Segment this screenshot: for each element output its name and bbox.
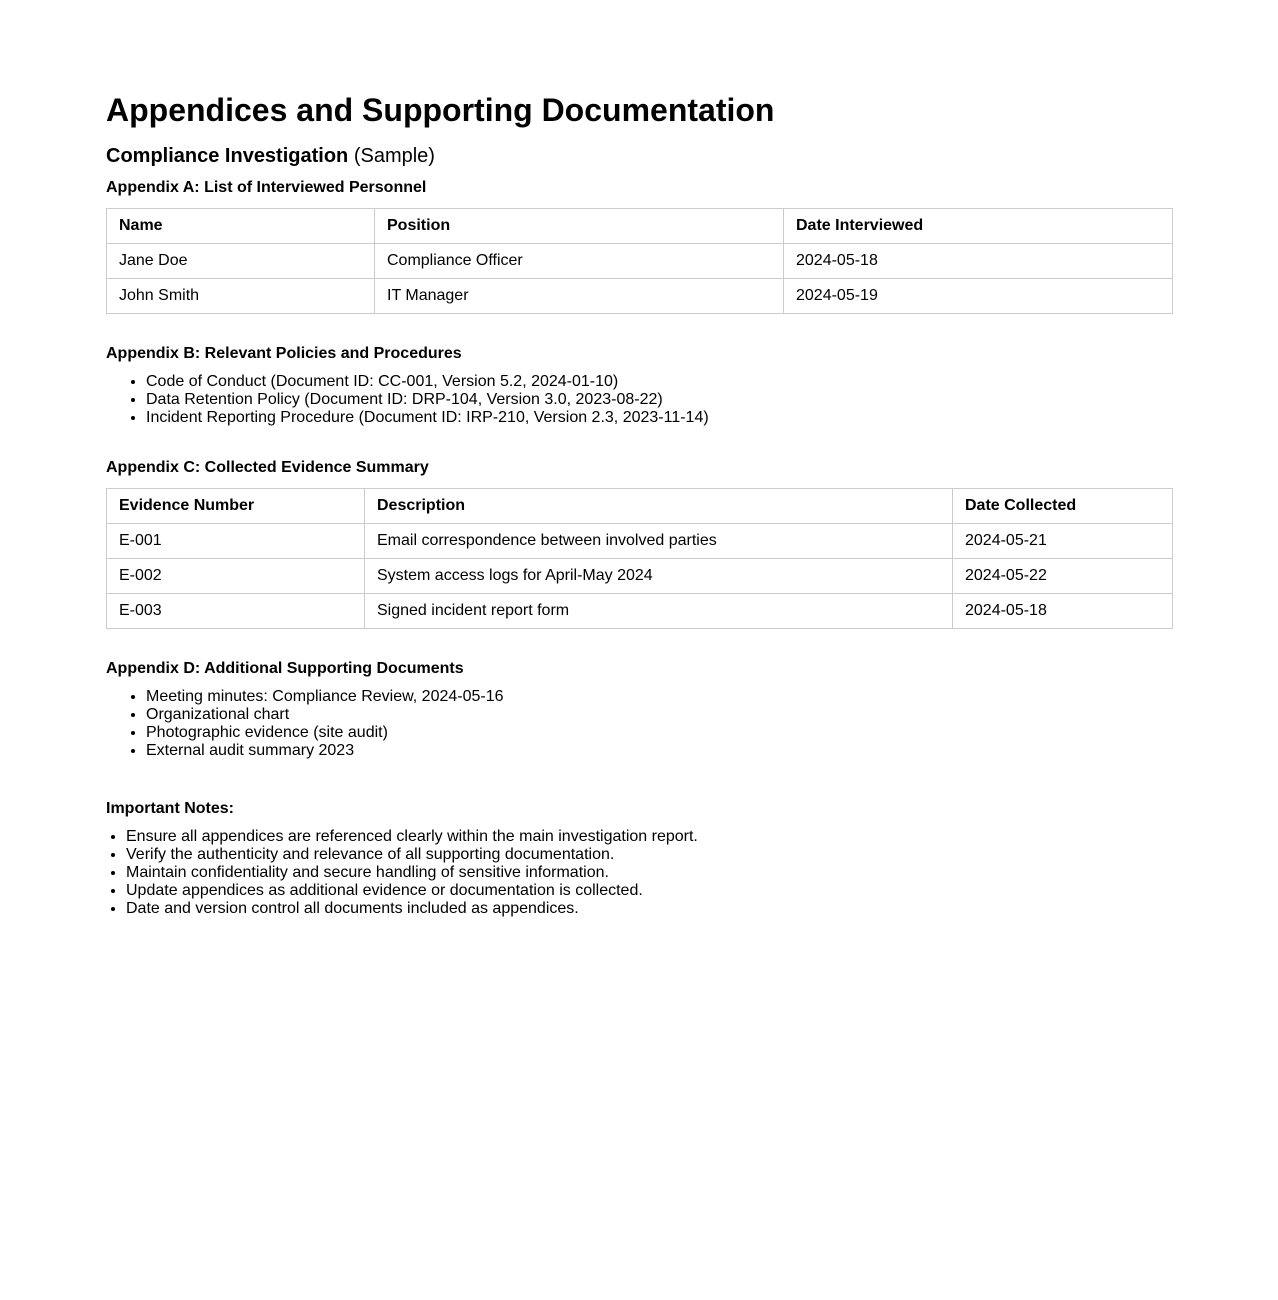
- list-item: • Maintain confidentiality and secure handling of sensitive information.: [126, 864, 1172, 882]
- table-cell: E-003: [107, 594, 365, 629]
- subtitle-rest: (Sample): [348, 145, 435, 167]
- document-page: [106, 0, 1172, 918]
- table-row: [107, 244, 1173, 279]
- table-row: [107, 559, 1173, 594]
- table-cell: Jane Doe: [107, 244, 375, 279]
- list-item: • Ensure all appendices are referenced clearly within the main investigation report.: [126, 828, 1172, 846]
- table-cell: 2024-05-22: [953, 559, 1173, 594]
- table-header-row: [107, 489, 1173, 524]
- table-cell: E-001: [107, 524, 365, 559]
- personnel-table: [106, 208, 1173, 314]
- evidence-table: [106, 488, 1173, 629]
- list-item: • Update appendices as additional evidence or documentation is collected.: [126, 882, 1172, 900]
- column-header: Date Collected: [953, 489, 1173, 524]
- table-cell: 2024-05-21: [953, 524, 1173, 559]
- table-cell: John Smith: [107, 279, 375, 314]
- table-header-row: [107, 209, 1173, 244]
- list-item: • Verify the authenticity and relevance of all supporting documentation.: [126, 846, 1172, 864]
- table-cell: Signed incident report form: [365, 594, 953, 629]
- table-cell: E-002: [107, 559, 365, 594]
- list-item: • Data Retention Policy (Document ID: DRP-104, Version 3.0, 2023-08-22): [146, 391, 1172, 409]
- appendix-c-title: Appendix C: Collected Evidence Summary: [106, 459, 429, 476]
- column-header: Evidence Number: [107, 489, 365, 524]
- list-item: • Incident Reporting Procedure (Document ID: IRP-210, Version 2.3, 2023-11-14): [146, 409, 1172, 427]
- page-subtitle: [106, 144, 1172, 168]
- table-cell: System access logs for April-May 2024: [365, 559, 953, 594]
- table-cell: 2024-05-19: [784, 279, 1173, 314]
- appendix-a-title: Appendix A: List of Interviewed Personnel: [106, 179, 427, 196]
- appendix-d-title: Appendix D: Additional Supporting Documents: [106, 660, 464, 677]
- policies-list: [106, 373, 1172, 427]
- list-item: • Meeting minutes: Compliance Review, 2024-05-16: [146, 688, 1172, 706]
- column-header: Description: [365, 489, 953, 524]
- table-cell: 2024-05-18: [953, 594, 1173, 629]
- list-item: • Organizational chart: [146, 706, 1172, 724]
- column-header: Date Interviewed: [784, 209, 1173, 244]
- column-header: Position: [375, 209, 784, 244]
- page-title: Appendices and Supporting Documentation: [106, 92, 775, 128]
- appendix-b-title: Appendix B: Relevant Policies and Procedures: [106, 345, 462, 362]
- column-header: Name: [107, 209, 375, 244]
- table-cell: 2024-05-18: [784, 244, 1173, 279]
- list-item: • Code of Conduct (Document ID: CC-001, Version 5.2, 2024-01-10): [146, 373, 1172, 391]
- supporting-documents-list: [106, 688, 1172, 760]
- table-cell: Email correspondence between involved parties: [365, 524, 953, 559]
- subtitle-strong: Compliance Investigation: [106, 145, 349, 167]
- table-row: [107, 594, 1173, 629]
- notes-list: [106, 828, 1172, 918]
- table-cell: Compliance Officer: [375, 244, 784, 279]
- table-row: [107, 279, 1173, 314]
- list-item: • External audit summary 2023: [146, 742, 1172, 760]
- table-cell: IT Manager: [375, 279, 784, 314]
- table-row: [107, 524, 1173, 559]
- list-item: • Date and version control all documents included as appendices.: [126, 900, 1172, 918]
- notes-title: Important Notes:: [106, 800, 234, 817]
- list-item: • Photographic evidence (site audit): [146, 724, 1172, 742]
